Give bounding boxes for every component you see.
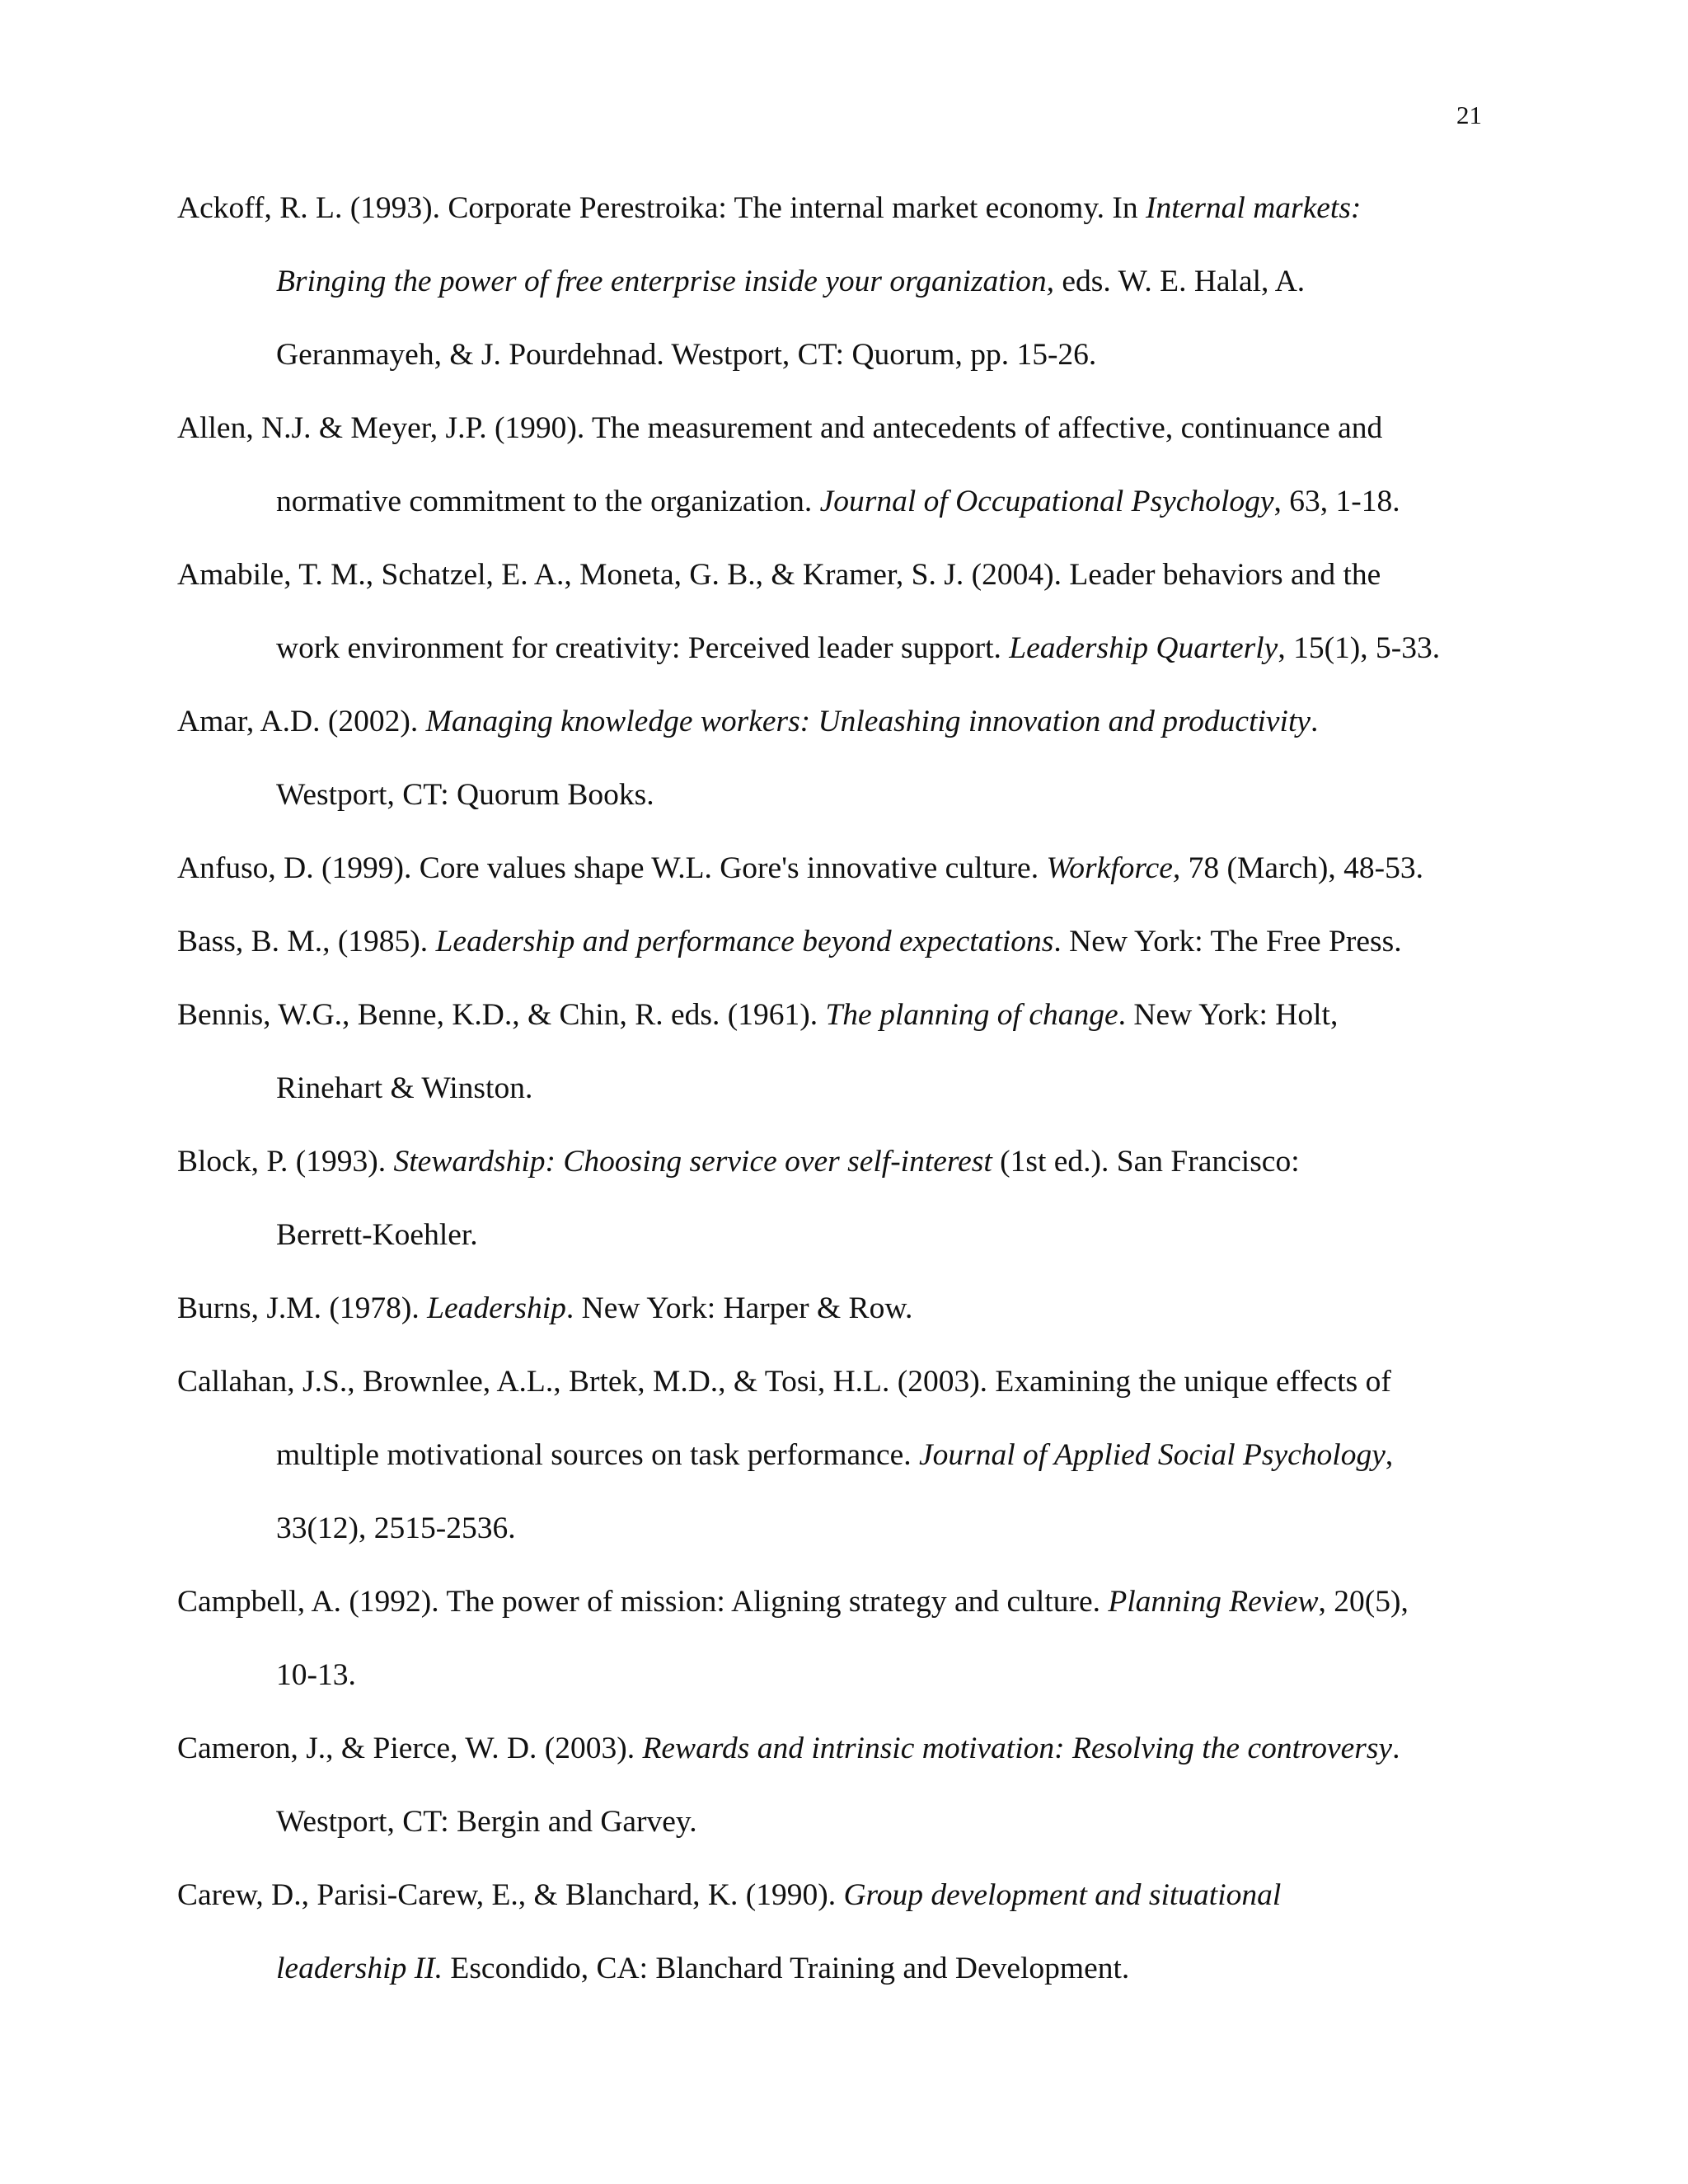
reference-text: Rinehart & Winston. xyxy=(276,1071,533,1105)
reference-text: , xyxy=(1385,1438,1394,1472)
reference-text: Geranmayeh, & J. Pourdehnad. Westport, CT: Quorum, pp. 15-26. xyxy=(276,338,1097,372)
reference-text: work environment for creativity: Perceived leader support. xyxy=(276,631,1010,665)
reference-text: Amar, A.D. (2002). xyxy=(177,705,426,738)
reference-text: Bass, B. M., (1985). xyxy=(177,925,436,958)
reference-text: Escondido, CA: Blanchard Training and Development. xyxy=(443,1952,1130,1985)
reference-text: Anfuso, D. (1999). Core values shape W.L. Gore's innovative culture. xyxy=(177,851,1047,885)
reference-italic-text: Internal markets: xyxy=(1146,191,1362,225)
reference-text: 78 (March), 48-53. xyxy=(1180,851,1423,885)
reference-italic-text: Leadership xyxy=(427,1291,566,1325)
reference-entry xyxy=(177,1125,1517,1272)
reference-text: (1st ed.). San Francisco: xyxy=(992,1145,1300,1179)
reference-text: Allen, N.J. & Meyer, J.P. (1990). The measurement and antecedents of affective, continuance and xyxy=(177,411,1383,445)
reference-text: , 15(1), 5-33. xyxy=(1278,631,1441,665)
reference-entry xyxy=(177,905,1517,978)
reference-text: . New York: The Free Press. xyxy=(1053,925,1402,958)
reference-text: normative commitment to the organization. xyxy=(276,485,820,518)
reference-entry xyxy=(177,1345,1517,1565)
reference-text: Berrett-Koehler. xyxy=(276,1218,478,1252)
reference-entry xyxy=(177,832,1517,905)
reference-text: Bennis, W.G., Benne, K.D., & Chin, R. eds. (1961). xyxy=(177,998,826,1032)
reference-entry xyxy=(177,1712,1517,1858)
reference-italic-text: Stewardship: Choosing service over self-interest xyxy=(393,1145,992,1179)
reference-italic-text: Leadership and performance beyond expectations xyxy=(435,925,1054,958)
reference-entry xyxy=(177,1565,1517,1712)
reference-italic-text: Journal of Occupational Psychology xyxy=(819,485,1274,518)
reference-entry xyxy=(177,391,1517,538)
reference-entry xyxy=(177,685,1517,832)
reference-italic-text: Leadership Quarterly xyxy=(1009,631,1278,665)
reference-italic-text: The planning of change xyxy=(825,998,1118,1032)
reference-entry xyxy=(177,978,1517,1125)
reference-entry xyxy=(177,538,1517,685)
reference-italic-text: Rewards and intrinsic motivation: Resolving the controversy xyxy=(642,1732,1393,1765)
reference-text: , 20(5), xyxy=(1318,1585,1409,1619)
reference-text: Callahan, J.S., Brownlee, A.L., Brtek, M.D., & Tosi, H.L. (2003). Examining the unique effects of xyxy=(177,1365,1391,1399)
reference-text: . xyxy=(1392,1732,1400,1765)
reference-text: multiple motivational sources on task performance. xyxy=(276,1438,919,1472)
reference-text: Carew, D., Parisi-Carew, E., & Blanchard, K. (1990). xyxy=(177,1878,844,1912)
reference-text: Campbell, A. (1992). The power of mission: Aligning strategy and culture. xyxy=(177,1585,1109,1619)
reference-entry xyxy=(177,1272,1517,1345)
reference-italic-text: leadership II. xyxy=(276,1952,443,1985)
reference-text: Burns, J.M. (1978). xyxy=(177,1291,428,1325)
reference-text: eds. W. E. Halal, A. xyxy=(1054,265,1306,298)
reference-text: 10-13. xyxy=(276,1658,356,1692)
reference-italic-text: Managing knowledge workers: Unleashing innovation and productivity xyxy=(425,705,1311,738)
reference-text: Westport, CT: Bergin and Garvey. xyxy=(276,1805,697,1839)
reference-italic-text: Journal of Applied Social Psychology xyxy=(919,1438,1386,1472)
page-number: 21 xyxy=(1456,101,1482,129)
reference-italic-text: Planning Review xyxy=(1108,1585,1319,1619)
reference-italic-text: Group development and situational xyxy=(843,1878,1282,1912)
reference-text: Amabile, T. M., Schatzel, E. A., Moneta, G. B., & Kramer, S. J. (2004). Leader behaviors and the xyxy=(177,558,1381,592)
reference-entry xyxy=(177,171,1517,391)
reference-text: , 63, 1-18. xyxy=(1273,485,1400,518)
reference-list xyxy=(177,171,1517,2005)
reference-text: . New York: Holt, xyxy=(1118,998,1339,1032)
reference-italic-text: Workforce, xyxy=(1046,851,1181,885)
reference-text: Cameron, J., & Pierce, W. D. (2003). xyxy=(177,1732,643,1765)
reference-text: Ackoff, R. L. (1993). Corporate Perestroika: The internal market economy. In xyxy=(177,191,1146,225)
reference-text: 33(12), 2515-2536. xyxy=(276,1511,516,1545)
reference-text: . xyxy=(1311,705,1319,738)
reference-italic-text: Bringing the power of free enterprise inside your organization, xyxy=(276,265,1055,298)
reference-text: Block, P. (1993). xyxy=(177,1145,394,1179)
reference-text: . New York: Harper & Row. xyxy=(565,1291,913,1325)
reference-text: Westport, CT: Quorum Books. xyxy=(276,778,654,812)
reference-entry xyxy=(177,1858,1517,2005)
